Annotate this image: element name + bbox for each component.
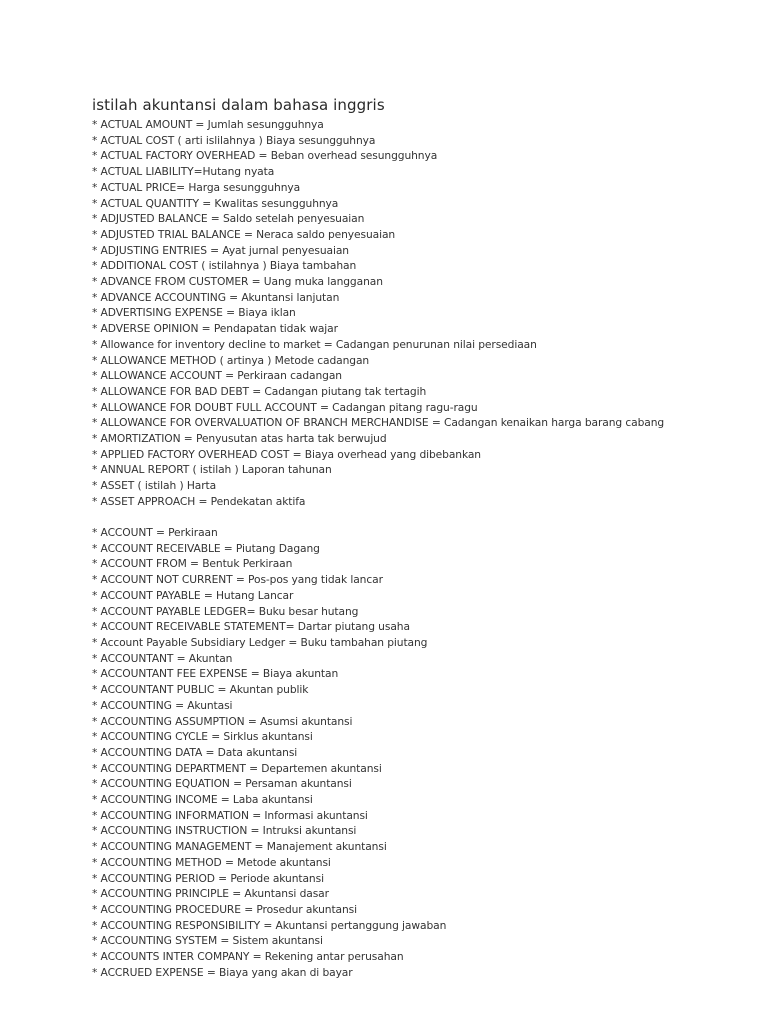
term-entry: * ACCOUNTANT PUBLIC = Akuntan publik xyxy=(92,683,309,697)
term-entry: * ACCOUNTING METHOD = Metode akuntansi xyxy=(92,855,331,869)
term-entry: * ACCOUNTING INSTRUCTION = Intruksi akuntansi xyxy=(92,824,357,838)
term-entry: * ANNUAL REPORT ( istilah ) Laporan tahunan xyxy=(92,463,332,477)
term-entry: * ADJUSTING ENTRIES = Ayat jurnal penyesuaian xyxy=(92,243,349,257)
term-entry: * AMORTIZATION = Penyusutan atas harta tak berwujud xyxy=(92,432,387,446)
term-entry: * ALLOWANCE METHOD ( artinya ) Metode cadangan xyxy=(92,353,370,367)
term-entry: * ACTUAL COST ( arti islilahnya ) Biaya sesungguhnya xyxy=(92,133,376,147)
term-entry: * ASSET APPROACH = Pendekatan aktifa xyxy=(92,494,306,508)
term-entry: * Account Payable Subsidiary Ledger = Buku tambahan piutang xyxy=(92,636,428,649)
term-entry: * ADVANCE ACCOUNTING = Akuntansi lanjutan xyxy=(92,290,340,304)
term-entry: * ACCOUNTING DATA = Data akuntansi xyxy=(92,745,298,759)
section-gap xyxy=(92,510,752,526)
term-entry: * ASSET ( istilah ) Harta xyxy=(92,479,217,493)
term-entry: * ACCRUED EXPENSE = Biaya yang akan di bayar xyxy=(92,965,353,979)
document-page xyxy=(92,95,752,980)
term-entry: * ACTUAL QUANTITY = Kwalitas sesungguhnya xyxy=(92,196,339,210)
term-entry: * ACCOUNTS INTER COMPANY = Rekening antar perusahan xyxy=(92,950,404,964)
term-entry: * ACTUAL PRICE= Harga sesungguhnya xyxy=(92,180,301,194)
term-entry: * ACCOUNTING PERIOD = Periode akuntansi xyxy=(92,871,324,885)
term-entry: * APPLIED FACTORY OVERHEAD COST = Biaya overhead yang dibebankan xyxy=(92,447,481,461)
term-entry: * ACCOUNTING PRINCIPLE = Akuntansi dasar xyxy=(92,887,329,901)
term-entry: * ACCOUNTANT = Akuntan xyxy=(92,651,233,665)
term-entry: * ACCOUNTING DEPARTMENT = Departemen akuntansi xyxy=(92,761,382,775)
term-list-actual-adjusted-allowance xyxy=(92,117,752,510)
term-entry: * ACCOUNTING = Akuntasi xyxy=(92,698,233,712)
term-entry: * ALLOWANCE FOR OVERVALUATION OF BRANCH MERCHANDISE = Cadangan kenaikan harga barang cabang xyxy=(92,416,665,430)
term-list-account xyxy=(92,525,752,980)
term-entry: * ADJUSTED BALANCE = Saldo setelah penyesuaian xyxy=(92,212,365,226)
term-entry: * ACCOUNTING ASSUMPTION = Asumsi akuntansi xyxy=(92,714,353,728)
term-entry: * ACCOUNTING CYCLE = Sirklus akuntansi xyxy=(92,730,313,744)
term-entry: * ACCOUNTING INFORMATION = Informasi akuntansi xyxy=(92,808,368,822)
term-entry: * ACCOUNT FROM = Bentuk Perkiraan xyxy=(92,557,293,571)
term-entry: * ALLOWANCE ACCOUNT = Perkiraan cadangan xyxy=(92,369,342,383)
term-entry: * ACCOUNTING PROCEDURE = Prosedur akuntansi xyxy=(92,902,358,916)
term-entry: * ACCOUNTANT FEE EXPENSE = Biaya akuntan xyxy=(92,667,339,681)
term-entry: * ADDITIONAL COST ( istilahnya ) Biaya tambahan xyxy=(92,259,357,273)
term-entry: * ADVERSE OPINION = Pendapatan tidak wajar xyxy=(92,322,338,336)
term-entry: * ALLOWANCE FOR DOUBT FULL ACCOUNT = Cadangan pitang ragu-ragu xyxy=(92,400,478,414)
term-entry: * ADJUSTED TRIAL BALANCE = Neraca saldo penyesuaian xyxy=(92,227,396,241)
term-entry: * Allowance for inventory decline to market = Cadangan penurunan nilai persediaan xyxy=(92,337,537,351)
term-entry: * ACCOUNT PAYABLE LEDGER= Buku besar hutang xyxy=(92,604,359,618)
term-entry: * ACCOUNT RECEIVABLE STATEMENT= Dartar piutang usaha xyxy=(92,620,410,634)
term-entry: * ACTUAL LIABILITY=Hutang nyata xyxy=(92,165,275,179)
term-entry: * ACTUAL FACTORY OVERHEAD = Beban overhead sesungguhnya xyxy=(92,149,438,163)
term-entry: * ACCOUNTING EQUATION = Persaman akuntansi xyxy=(92,777,352,791)
document-title: istilah akuntansi dalam bahasa inggris xyxy=(92,96,385,114)
term-entry: * ACCOUNTING RESPONSIBILITY = Akuntansi pertanggung jawaban xyxy=(92,918,447,932)
term-entry: * ACCOUNT PAYABLE = Hutang Lancar xyxy=(92,588,294,602)
term-entry: * ACCOUNT NOT CURRENT = Pos-pos yang tidak lancar xyxy=(92,573,383,587)
term-entry: * ACCOUNT RECEIVABLE = Piutang Dagang xyxy=(92,541,320,555)
term-entry: * ACCOUNTING INCOME = Laba akuntansi xyxy=(92,793,313,807)
term-entry: * ACCOUNT = Perkiraan xyxy=(92,526,218,540)
term-entry: * ADVANCE FROM CUSTOMER = Uang muka langganan xyxy=(92,275,383,289)
term-entry: * ALLOWANCE FOR BAD DEBT = Cadangan piutang tak tertagih xyxy=(92,384,427,398)
term-entry: * ACTUAL AMOUNT = Jumlah sesungguhnya xyxy=(92,118,324,131)
term-entry: * ACCOUNTING MANAGEMENT = Manajement akuntansi xyxy=(92,840,387,854)
term-entry: * ADVERTISING EXPENSE = Biaya iklan xyxy=(92,306,296,320)
term-entry: * ACCOUNTING SYSTEM = Sistem akuntansi xyxy=(92,934,323,948)
